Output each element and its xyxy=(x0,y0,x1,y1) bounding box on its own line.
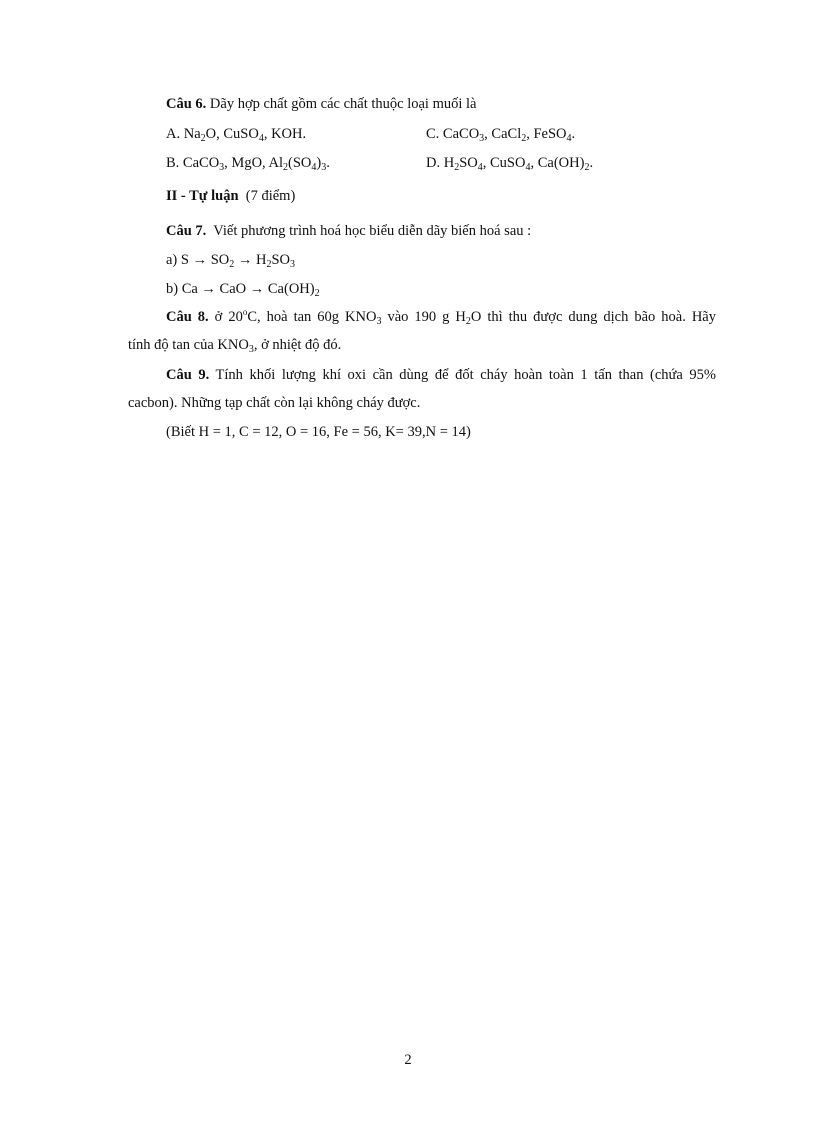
subscript: 3 xyxy=(479,133,485,144)
page-number: 2 xyxy=(404,1052,412,1068)
question-8-text: vào 190 g H xyxy=(381,309,466,325)
subscript: 2 xyxy=(454,162,460,173)
option-a-text: O, CuSO xyxy=(205,126,259,142)
question-8-text: , ở nhiệt độ đó. xyxy=(253,337,342,353)
reaction-text: → H xyxy=(234,252,267,268)
subscript: 2 xyxy=(229,259,235,270)
question-9-text: Tính khối lượng khí oxi cần dùng để đốt cháy hoàn toàn 1 tấn than (chứa 95% xyxy=(209,367,716,383)
superscript: o xyxy=(242,307,248,317)
option-d-text: , Ca(OH) xyxy=(530,155,585,171)
subscript: 3 xyxy=(290,259,296,270)
option-a-text: A. Na xyxy=(166,126,201,142)
option-b-text: . xyxy=(326,155,330,171)
section-2-title: II - Tự luận xyxy=(166,188,239,204)
reaction-text: a) S → SO xyxy=(166,252,230,268)
question-8-line-1 xyxy=(166,308,716,326)
option-c-text: C. CaCO xyxy=(426,126,480,142)
question-6-text: Dãy hợp chất gồm các chất thuộc loại muối là xyxy=(206,96,477,112)
question-6-label: Câu 6. xyxy=(166,96,207,112)
option-b-text: ) xyxy=(316,155,322,171)
subscript: 4 xyxy=(258,133,264,144)
question-7-part-b xyxy=(166,280,320,298)
question-7-text: Viết phương trình hoá học biểu diễn dãy biến hoá sau : xyxy=(206,223,532,239)
option-c-text: . xyxy=(571,126,576,142)
option-b-text: B. CaCO xyxy=(166,155,220,171)
question-6-option-d xyxy=(426,154,593,172)
subscript: 4 xyxy=(566,133,572,144)
subscript: 2 xyxy=(584,162,590,173)
atomic-mass-note xyxy=(166,423,471,441)
reaction-text: SO xyxy=(271,252,291,268)
section-2-heading xyxy=(166,187,295,205)
question-6-option-b xyxy=(166,154,330,172)
subscript: 3 xyxy=(376,316,382,327)
atomic-mass-note-text: (Biết H = 1, C = 12, O = 16, Fe = 56, K= 39,N = 14) xyxy=(166,424,471,440)
reaction-text: b) Ca → CaO → Ca(OH) xyxy=(166,281,315,297)
question-7-stem xyxy=(166,222,531,240)
question-9-line-1 xyxy=(166,366,716,384)
question-8-line-2 xyxy=(128,336,341,354)
question-6-option-c xyxy=(426,125,575,143)
question-9-label: Câu 9. xyxy=(166,367,210,383)
question-8-text: tính độ tan của KNO xyxy=(128,337,249,353)
question-8-text: ở 20 xyxy=(208,309,243,325)
option-d-text: D. H xyxy=(426,155,455,171)
option-a-text: , KOH. xyxy=(263,126,307,142)
subscript: 2 xyxy=(200,133,206,144)
question-6-option-a xyxy=(166,125,306,143)
subscript: 2 xyxy=(266,259,272,270)
subscript: 4 xyxy=(477,162,483,173)
question-7-label: Câu 7. xyxy=(166,223,207,239)
subscript: 2 xyxy=(314,288,320,299)
question-7-part-a xyxy=(166,251,295,269)
option-c-text: , CaCl xyxy=(484,126,522,142)
option-d-text: . xyxy=(589,155,594,171)
question-9-line-2 xyxy=(128,394,420,412)
option-b-text: , MgO, Al xyxy=(224,155,283,171)
subscript: 2 xyxy=(465,316,471,327)
option-b-text: (SO xyxy=(288,155,312,171)
question-6-stem xyxy=(166,95,477,113)
question-8-text: C, hoà tan 60g KNO xyxy=(247,309,377,325)
question-8-label: Câu 8. xyxy=(166,309,209,325)
question-8-text: O thì thu được dung dịch bão hoà. Hãy xyxy=(470,309,716,325)
subscript: 2 xyxy=(283,162,288,173)
subscript: 3 xyxy=(219,162,225,173)
question-9-text: cacbon). Những tạp chất còn lại không cháy được. xyxy=(128,395,421,411)
section-2-points: (7 điểm) xyxy=(238,188,296,204)
subscript: 2 xyxy=(521,133,527,144)
option-c-text: , FeSO xyxy=(526,126,567,142)
subscript: 4 xyxy=(311,162,317,173)
subscript: 3 xyxy=(248,344,254,355)
subscript: 4 xyxy=(525,162,531,173)
option-d-text: , CuSO xyxy=(482,155,526,171)
option-d-text: SO xyxy=(459,155,478,171)
subscript: 3 xyxy=(321,162,327,173)
